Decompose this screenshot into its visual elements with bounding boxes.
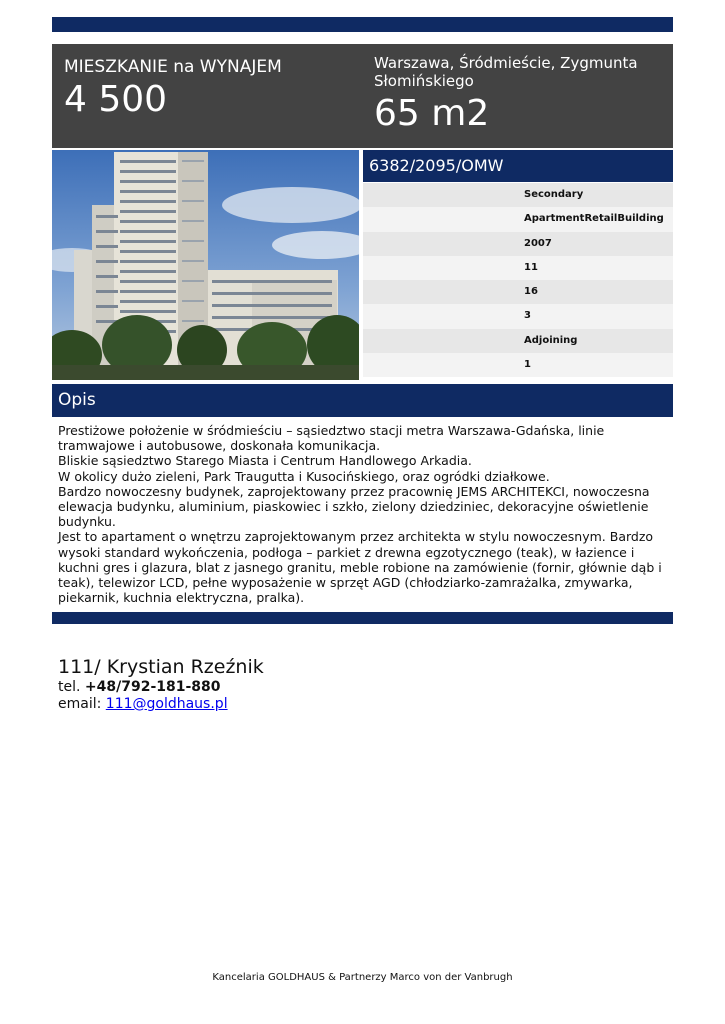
reference-number: 6382/2095/OMW [369,156,504,175]
detail-value: 16 [524,286,538,298]
detail-value: 3 [524,310,531,322]
agent-email-link[interactable]: 111@goldhaus.pl [105,696,228,712]
detail-row [363,353,673,377]
description-paragraph: W okolicy dużo zieleni, Park Traugutta i Kusocińskiego, oraz ogródki działkowe. [58,468,550,484]
agent-contact [58,655,658,713]
detail-row [363,183,673,207]
description-header [52,384,673,417]
detail-row [363,280,673,304]
description-body [58,423,670,605]
property-photo-frame [52,150,361,382]
details-table [363,183,673,377]
description-paragraph: Jest to apartament o wnętrzu zaprojektowanym przez architekta w stylu nowoczesnym. Bardzo wysoki standard wykończenia, podłoga – parkiet z drewna egzotycznego (teak), w łazience i kuchni gres i glazura, blat z jasnego granitu, meble robione na zamówienie (fornir, głównie dąb i teak), telewizor LCD, pełne wyposażenie w sprzęt AGD (chłodziarko-zamrażalka, zmywarka, piekarnik, kuchnia elektryczna, pralka). [58,529,662,606]
description-paragraph: Prestiżowe położenie w śródmieściu – sąsiedztwo stacji metra Warszawa-Gdańska, linie tramwajowe i autobusowe, doskonała komunikacja. [58,423,605,454]
agent-phone: +48/792-181-880 [84,679,221,695]
detail-value: 11 [524,261,538,273]
description-title: Opis [58,390,96,410]
description-paragraph: Bardzo nowoczesny budynek, zaprojektowany przez pracownię JEMS ARCHITEKCI, nowoczesna elewacja budynku, aluminium, piaskowiec i szkło, zielony dziedziniec, dekoracyjne oświetlenie budynku. [58,483,650,530]
email-label: email: [58,696,102,712]
detail-row [363,256,673,280]
detail-value: 1 [524,359,531,371]
detail-row [363,304,673,328]
bottom-decorative-bar [52,612,673,624]
detail-row [363,329,673,353]
detail-value: Adjoining [524,334,578,346]
price: 4 500 [64,79,168,120]
agent-name: 111/ Krystian Rzeźnik [58,656,264,678]
agent-email-line [58,696,658,713]
header-right [374,54,664,134]
offer-type: MIESZKANIE na WYNAJEM [64,57,282,77]
listing-header [52,44,673,148]
area: 65 m2 [374,93,490,134]
detail-row [363,232,673,256]
description-paragraph: Bliskie sąsiedztwo Starego Miasta i Centrum Handlowego Arkadia. [58,453,472,469]
footer-text: Kancelaria GOLDHAUS & Partnerzy Marco von der Vanbrugh [212,972,513,983]
phone-label: tel. [58,679,81,695]
header-left [64,56,360,120]
reference-bar [363,150,673,182]
top-decorative-bar [52,17,673,32]
detail-value: 2007 [524,237,552,249]
property-photo [52,150,359,380]
detail-value: Secondary [524,189,584,200]
location: Warszawa, Śródmieście, Zygmunta Słomińskiego [374,54,638,90]
detail-row [363,207,673,231]
detail-value: ApartmentRetailBuilding [524,213,664,225]
agent-phone-line [58,679,658,696]
